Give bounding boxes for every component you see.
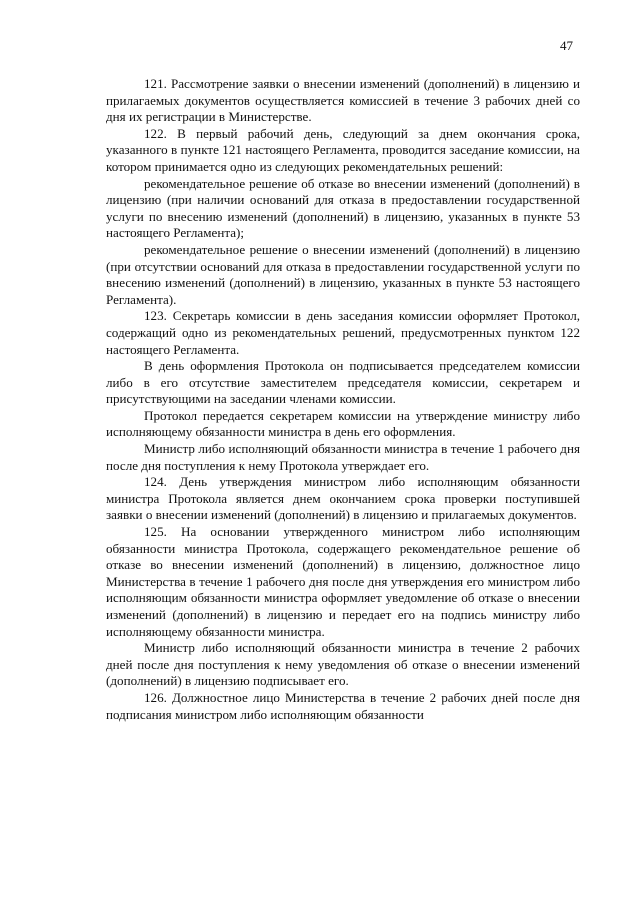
paragraph-122-option-refusal: рекомендательное решение об отказе во внесении изменений (дополнений) в лицензию (при наличии оснований для отказа в предоставлении государственной услуги по внесению изменений (дополнений) в лицензию, указанных в пункте 53 настоящего Регламента);: [106, 175, 580, 241]
document-body: [106, 76, 580, 723]
paragraph-123-signing: В день оформления Протокола он подписывается председателем комиссии либо в его отсутствие заместителем председателя комиссии, секретарем и присутствующими на заседании членами комиссии.: [106, 358, 580, 407]
paragraph-126: 126. Должностное лицо Министерства в течение 2 рабочих дней после дня подписания министром либо исполняющим обязанности: [106, 689, 580, 722]
paragraph-122: 122. В первый рабочий день, следующий за днем окончания срока, указанного в пункте 121 настоящего Регламента, проводится заседание комиссии, на котором принимается одно из следующих рекомендательных решений:: [106, 125, 580, 174]
paragraph-122-option-approval: рекомендательное решение о внесении изменений (дополнений) в лицензию (при отсутствии оснований для отказа в предоставлении государственной услуги по внесению изменений (дополнений) в лицензию, указанных в пункте 53 настоящего Регламента).: [106, 241, 580, 307]
paragraph-124: 124. День утверждения министром либо исполняющим обязанности министра Протокола является днем окончанием срока проверки поступившей заявки о внесении изменений (дополнений) в лицензию и прилагаемых документов.: [106, 474, 580, 523]
paragraph-123-transfer: Протокол передается секретарем комиссии на утверждение министру либо исполняющему обязанности министра в день его оформления.: [106, 407, 580, 440]
paragraph-125-signing: Министр либо исполняющий обязанности министра в течение 2 рабочих дней после дня поступления к нему уведомления об отказе о внесении изменений (дополнений) в лицензию подписывает его.: [106, 640, 580, 689]
paragraph-121: 121. Рассмотрение заявки о внесении изменений (дополнений) в лицензию и прилагаемых документов осуществляется комиссией в течение 3 рабочих дней со дня их регистрации в Министерстве.: [106, 76, 580, 125]
paragraph-125: 125. На основании утвержденного министром либо исполняющим обязанности министра Протокола, содержащего рекомендательное решение об отказе во внесении изменений (дополнений) в лицензию, должностное лицо Министерства в течение 1 рабочего дня после дня утверждения его министром либо исполняющим обязанности министра оформляет уведомление об отказе о внесении изменений (дополнений) в лицензию и передает его на подпись министру либо исполняющему обязанности министра.: [106, 524, 580, 639]
paragraph-123-approval: Министр либо исполняющий обязанности министра в течение 1 рабочего дня после дня поступления к нему Протокола утверждает его.: [106, 441, 580, 473]
page-number: 47: [560, 38, 573, 53]
paragraph-123: 123. Секретарь комиссии в день заседания комиссии оформляет Протокол, содержащий одно из рекомендательных решений, предусмотренных пунктом 122 настоящего Регламента.: [106, 308, 580, 357]
